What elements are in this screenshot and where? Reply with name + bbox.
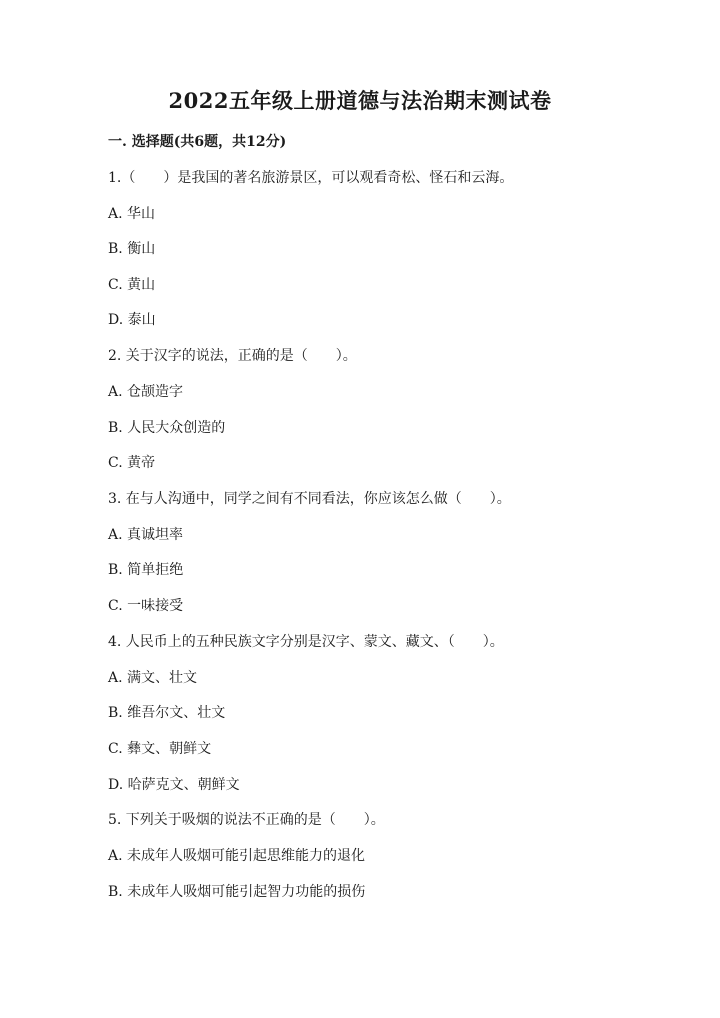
q5-option-b: B. 未成年人吸烟可能引起智力功能的损伤 [108,884,366,900]
q3-option-a: A. 真诚坦率 [108,527,184,543]
q4-option-a: A. 满文、壮文 [108,670,198,686]
q5-option-a: A. 未成年人吸烟可能引起思维能力的退化 [108,848,366,864]
q2-option-c: C. 黄帝 [108,455,156,471]
question-3: 3. 在与人沟通中，同学之间有不同看法，你应该怎么做（ ）。 [108,491,511,507]
q1-option-c: C. 黄山 [108,277,156,293]
question-5: 5. 下列关于吸烟的说法不正确的是（ ）。 [108,812,385,828]
q1-option-b: B. 衡山 [108,241,156,257]
q4-option-b: B. 维吾尔文、壮文 [108,705,226,721]
q2-option-a: A. 仓颉造字 [108,384,184,400]
q1-option-a: A. 华山 [108,206,156,222]
q1-option-d: D. 泰山 [108,312,156,328]
question-2: 2. 关于汉字的说法，正确的是（ ）。 [108,348,357,364]
q3-option-c: C. 一味接受 [108,598,184,614]
question-1: 1.（ ）是我国的著名旅游景区，可以观看奇松、怪石和云海。 [108,170,514,186]
question-4: 4. 人民币上的五种民族文字分别是汉字、蒙文、藏文、（ ）。 [108,634,504,650]
q2-option-b: B. 人民大众创造的 [108,420,226,436]
q3-option-b: B. 简单拒绝 [108,562,184,578]
q4-option-c: C. 彝文、朝鲜文 [108,741,212,757]
section-heading: 一. 选择题(共6题，共12分) [108,134,287,150]
page-title: 2022五年级上册道德与法治期末测试卷 [168,88,552,113]
q4-option-d: D. 哈萨克文、朝鲜文 [108,777,240,793]
